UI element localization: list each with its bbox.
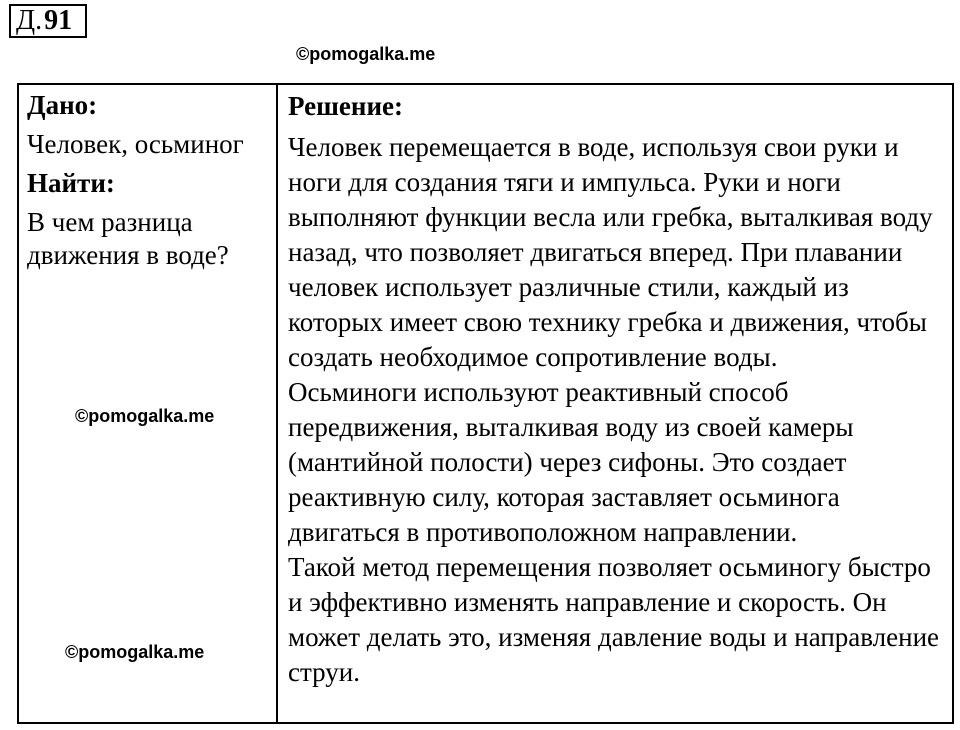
solution-paragraph: Такой метод перемещения позволяет осьминогу быстро и эффективно изменять направление и скорость. Он может делать это, изменяя давление воды и направление струи. (288, 552, 940, 687)
solution-table (17, 83, 954, 724)
watermark: ©pomogalka.me (65, 642, 205, 662)
solution-column (288, 89, 948, 690)
given-column (27, 89, 272, 272)
task-number-label (9, 4, 87, 38)
solution-paragraph: Человек перемещается в воде, используя свои руки и ноги для создания тяги и импульса. Руки и ноги выполняют функции весла или гребка, выталкивая воду назад, что позволяет двигаться вперед. При плавании человек использует различные стили, каждый из которых имеет свою технику гребка и движения, чтобы создать необходимое сопротивление воды. (288, 132, 933, 372)
find-text: В чем разница движения в воде? (27, 207, 229, 270)
watermark: ©pomogalka.me (296, 44, 436, 64)
find-heading: Найти: (27, 168, 115, 198)
watermark: ©pomogalka.me (75, 406, 215, 426)
solution-heading: Решение: (288, 91, 403, 121)
column-divider (276, 85, 278, 722)
task-number: 91 (44, 5, 73, 36)
given-text: Человек, осьминог (27, 129, 244, 159)
solution-paragraph: Осьминоги используют реактивный способ передвижения, выталкивая воду из своей камеры (мантийной полости) через сифоны. Это создает реактивную силу, которая заставляет осьминога двигаться в противоположном направлении. (288, 377, 854, 547)
given-heading: Дано: (27, 90, 98, 120)
task-prefix: Д. (16, 5, 43, 36)
